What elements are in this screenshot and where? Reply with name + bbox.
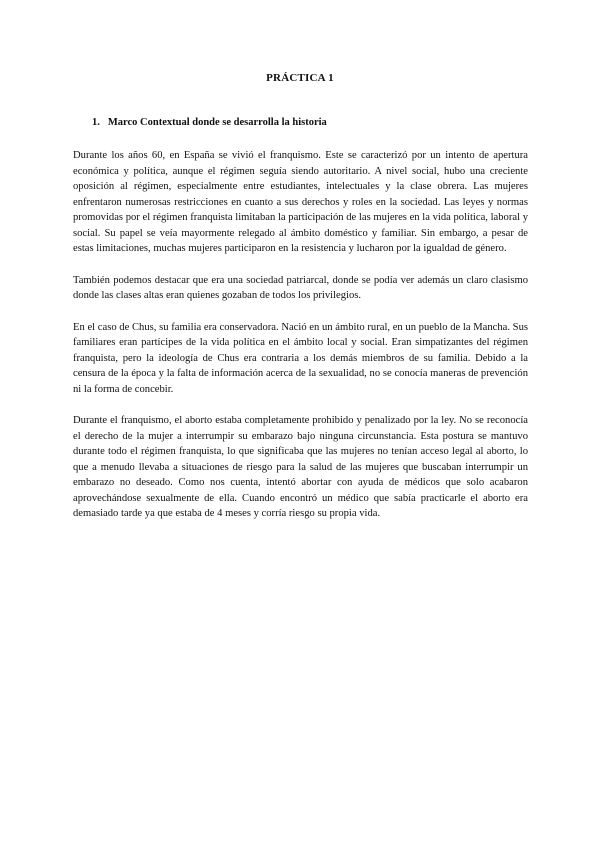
paragraph: Durante los años 60, en España se vivió el franquismo. Este se caracterizó por un intento de apertura económica y política, aunque el régimen seguía siendo autoritario. A nivel social, hubo una creciente oposición al régimen, especialmente entre estudiantes, intelectuales y la clase obrera. Las mujeres enfrentaron numerosas restricciones en cuanto a sus derechos y roles en la sociedad. Las leyes y normas promovidas por el régimen franquista limitaban la participación de las mujeres en la vida política, laboral y social. Su papel se veía mayormente relegado al ámbito doméstico y familiar. Sin embargo, a pesar de estas limitaciones, muchas mujeres participaron en la resistencia y lucharon por la igualdad de género. (73, 150, 528, 254)
paragraph: Durante el franquismo, el aborto estaba completamente prohibido y penalizado por la ley. No se reconocía el derecho de la mujer a interrumpir su embarazo bajo ninguna circunstancia. Esta postura se mantuvo durante todo el régimen franquista, lo que significaba que las mujeres no tenían acceso legal al aborto, lo que a menudo llevaba a situaciones de riesgo para la salud de las mujeres que buscaban interrumpir un embarazo no deseado. Como nos cuenta, intentó abortar con ayuda de médicos que solo acabaron aprovechándose sexualmente de ella. Cuando encontró un médico que sabía practicarle el aborto era demasiado tarde ya que estaba de 4 meses y corría riesgo su propia vida. (73, 415, 528, 519)
paragraph: También podemos destacar que era una sociedad patriarcal, donde se podía ver además un claro clasismo donde las clases altas eran quienes gozaban de todos los privilegios. (73, 274, 528, 301)
paragraph: En el caso de Chus, su familia era conservadora. Nació en un ámbito rural, en un pueblo de la Mancha. Sus familiares eran partícipes de la vida política en el ámbito local y social. Eran simpatizantes del régimen franquista, pero la ideología de Chus era contraria a los demás miembros de su familia. Debido a la censura de la época y la falta de información acerca de la sexualidad, no se conocía maneras de prevención ni la forma de concebir. (73, 321, 528, 395)
document-body (73, 148, 528, 538)
section-title: Marco Contextual donde se desarrolla la historia (107, 117, 327, 128)
section-number: 1. (92, 117, 100, 128)
page-title: PRÁCTICA 1 (266, 72, 334, 84)
section-heading (92, 117, 327, 128)
